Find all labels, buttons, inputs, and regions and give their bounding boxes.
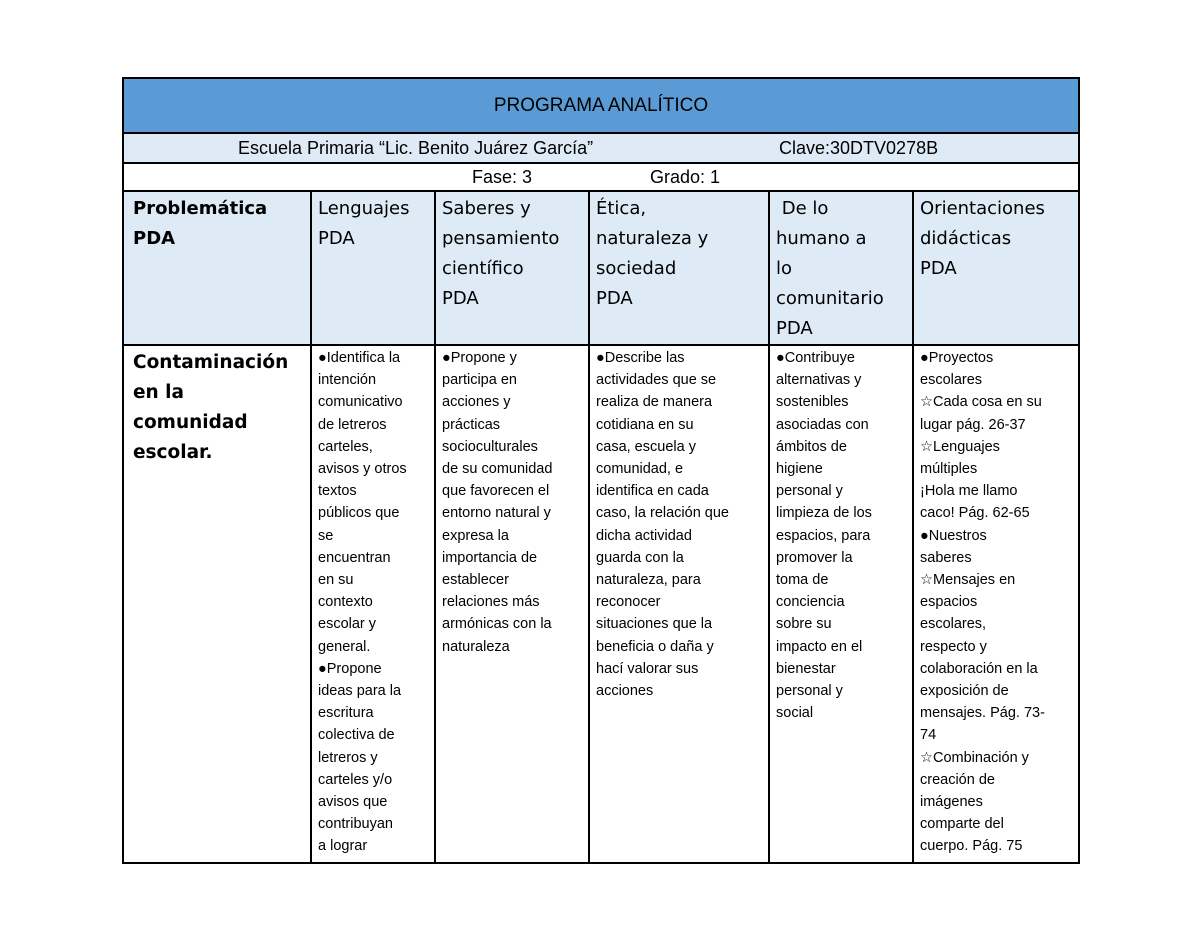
header-line: PDA	[776, 318, 813, 339]
cell-line: relaciones más	[442, 594, 540, 611]
cell-line: alternativas y	[776, 372, 862, 389]
header-line: Orientaciones	[920, 198, 1045, 219]
cell-line: ☆Lenguajes	[920, 438, 1000, 455]
header-line: científico	[442, 258, 524, 279]
cell-line: ámbitos de	[776, 438, 847, 455]
cell-line: intención	[318, 372, 377, 389]
cell-line: general.	[318, 638, 371, 655]
header-row	[123, 191, 1079, 345]
cell-line: cuerpo. Pág. 75	[920, 838, 1023, 855]
program-table	[122, 77, 1080, 864]
cell-line: casa, escuela y	[596, 438, 696, 455]
cell-orientaciones	[913, 345, 1079, 863]
header-line: PDA	[442, 288, 479, 309]
cell-line: se	[318, 527, 334, 544]
header-line: sociedad	[596, 258, 677, 279]
header-line: comunitario	[776, 288, 884, 309]
content-row	[123, 345, 1079, 863]
header-line: Problemática	[133, 198, 268, 219]
cell-line: escolar.	[133, 442, 213, 463]
header-etica	[589, 191, 769, 345]
cell-line: letreros y	[318, 749, 378, 766]
cell-line: beneficia o daña y	[596, 638, 714, 655]
cell-line: situaciones que la	[596, 616, 713, 633]
cell-line: asociadas con	[776, 416, 869, 433]
cell-line: ●Describe las	[596, 350, 685, 366]
cell-line: cotidiana en su	[596, 416, 694, 433]
cell-line: armónicas con la	[442, 616, 552, 633]
cell-line: naturaleza	[442, 638, 510, 655]
cell-line: social	[776, 705, 814, 722]
cell-line: respecto y	[920, 638, 987, 655]
header-orientaciones	[913, 191, 1079, 345]
cell-line: espacios, para	[776, 527, 871, 544]
cell-line: higiene	[776, 461, 823, 478]
fase-label: Fase: 3	[472, 167, 533, 187]
cell-line: acciones	[596, 683, 654, 700]
cell-line: ☆Combinación y	[920, 749, 1029, 766]
cell-line: guarda con la	[596, 549, 684, 566]
header-lenguajes	[311, 191, 435, 345]
cell-line: promover la	[776, 549, 853, 566]
cell-line: reconocer	[596, 594, 661, 611]
cell-line: entorno natural y	[442, 505, 551, 522]
cell-line: ●Proyectos	[920, 350, 994, 366]
cell-line: ●Propone y	[442, 350, 517, 366]
cell-humano	[769, 345, 913, 863]
cell-line: avisos y otros	[318, 461, 407, 478]
cell-line: dicha actividad	[596, 527, 692, 544]
cell-line: comunicativo	[318, 394, 403, 411]
cell-line: a lograr	[318, 838, 368, 855]
cell-line: encuentran	[318, 549, 391, 566]
grado-label: Grado: 1	[650, 167, 721, 187]
cell-line: saberes	[920, 549, 972, 566]
header-line: Lenguajes	[318, 198, 410, 219]
header-line: PDA	[920, 258, 957, 279]
school-row	[123, 133, 1079, 163]
cell-line: comunidad, e	[596, 461, 684, 478]
cell-line: ●Propone	[318, 660, 382, 677]
cell-line: escolares,	[920, 616, 987, 633]
header-line: PDA	[318, 228, 355, 249]
cell-line: ¡Hola me llamo	[920, 483, 1018, 500]
cell-line: creación de	[920, 771, 995, 788]
cell-line: escritura	[318, 705, 374, 722]
cell-line: identifica en cada	[596, 483, 709, 500]
cell-line: escolares	[920, 372, 983, 389]
header-line: PDA	[133, 228, 176, 249]
cell-etica	[589, 345, 769, 863]
cell-line: caso, la relación que	[596, 505, 729, 522]
cell-line: ●Nuestros	[920, 527, 987, 544]
school-clave: Clave:30DTV0278B	[779, 138, 939, 158]
cell-line: bienestar	[776, 660, 836, 677]
cell-lenguajes	[311, 345, 435, 863]
cell-line: en su	[318, 572, 354, 589]
header-saberes	[435, 191, 589, 345]
cell-line: públicos que	[318, 505, 400, 522]
cell-line: múltiples	[920, 461, 978, 478]
cell-line: participa en	[442, 372, 517, 389]
cell-line: realiza de manera	[596, 394, 713, 411]
cell-line: colaboración en la	[920, 660, 1038, 677]
cell-line: en la	[133, 382, 184, 403]
cell-line: textos	[318, 483, 357, 500]
cell-line: hací valorar sus	[596, 660, 699, 677]
header-line: humano a	[776, 228, 867, 249]
cell-line: exposición de	[920, 683, 1009, 700]
cell-line: que favorecen el	[442, 483, 550, 500]
cell-line: impacto en el	[776, 638, 863, 655]
cell-line: prácticas	[442, 416, 501, 433]
cell-line: carteles,	[318, 438, 373, 455]
cell-line: personal y	[776, 483, 843, 500]
cell-line: ideas para la	[318, 683, 402, 700]
cell-line: naturaleza, para	[596, 572, 701, 589]
cell-line: personal y	[776, 683, 843, 700]
header-line: De lo	[776, 198, 829, 219]
cell-line: espacios	[920, 594, 978, 611]
cell-line: acciones y	[442, 394, 511, 411]
cell-line: limpieza de los	[776, 505, 872, 522]
cell-line: expresa la	[442, 527, 509, 544]
cell-line: contexto	[318, 594, 373, 611]
header-line: lo	[776, 258, 793, 279]
fase-grado-row	[123, 163, 1079, 191]
cell-line: mensajes. Pág. 73-	[920, 705, 1045, 722]
cell-problematica	[123, 345, 311, 863]
cell-line: ●Identifica la	[318, 350, 401, 366]
header-line: naturaleza y	[596, 228, 709, 249]
cell-line: ●Contribuye	[776, 350, 855, 366]
header-line: Saberes y	[442, 198, 531, 219]
cell-line: conciencia	[776, 594, 845, 611]
cell-line: importancia de	[442, 549, 538, 566]
cell-line: ☆Mensajes en	[920, 572, 1016, 589]
cell-line: sobre su	[776, 616, 832, 633]
cell-line: socioculturales	[442, 438, 538, 455]
cell-line: caco! Pág. 62-65	[920, 505, 1030, 522]
header-line: Ética,	[596, 198, 647, 219]
cell-line: 74	[920, 727, 937, 744]
cell-saberes	[435, 345, 589, 863]
cell-line: avisos que	[318, 794, 388, 811]
cell-line: comunidad	[133, 412, 248, 433]
header-line: PDA	[596, 288, 633, 309]
cell-line: comparte del	[920, 816, 1004, 833]
header-humano	[769, 191, 913, 345]
cell-line: ☆Cada cosa en su	[920, 394, 1042, 411]
school-name: Escuela Primaria “Lic. Benito Juárez García”	[238, 138, 594, 158]
cell-line: contribuyan	[318, 816, 393, 833]
cell-line: colectiva de	[318, 727, 395, 744]
cell-line: toma de	[776, 572, 829, 589]
cell-line: de su comunidad	[442, 461, 553, 478]
header-line: didácticas	[920, 228, 1012, 249]
cell-line: lugar pág. 26-37	[920, 416, 1026, 433]
header-line: pensamiento	[442, 228, 560, 249]
cell-line: escolar y	[318, 616, 377, 633]
header-problematica	[123, 191, 311, 345]
document-title: PROGRAMA ANALÍTICO	[123, 78, 1079, 133]
analytic-program-document	[122, 77, 1078, 864]
cell-line: de letreros	[318, 416, 387, 433]
cell-line: sostenibles	[776, 394, 849, 411]
cell-line: actividades que se	[596, 372, 717, 389]
cell-line: establecer	[442, 572, 509, 589]
cell-line: imágenes	[920, 794, 983, 811]
cell-line: carteles y/o	[318, 771, 393, 788]
cell-line: Contaminación	[133, 352, 289, 373]
